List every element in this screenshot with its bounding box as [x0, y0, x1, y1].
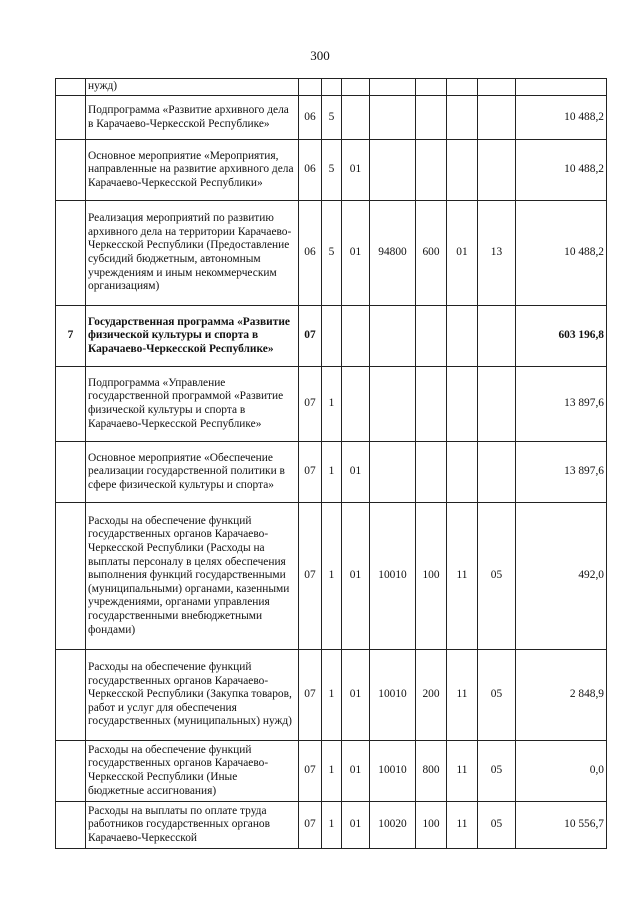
- section-cell: 11: [447, 650, 478, 741]
- subprogram-code-cell: [322, 79, 342, 96]
- expense-type-cell: 100: [416, 802, 447, 849]
- table-row: [56, 306, 607, 367]
- program-code-cell: 06: [299, 140, 322, 201]
- direction-code-cell: [370, 306, 416, 367]
- table-row: [56, 96, 607, 140]
- row-number-cell: [56, 741, 86, 802]
- table-row: [56, 140, 607, 201]
- description-cell: Основное мероприятие «Мероприятия, направленные на развитие архивного дела Карачаево-Черкесской Республики»: [86, 140, 299, 201]
- expense-type-cell: [416, 79, 447, 96]
- expense-type-cell: 200: [416, 650, 447, 741]
- row-number-cell: [56, 503, 86, 650]
- table-row: [56, 442, 607, 503]
- table-body: [56, 79, 607, 849]
- expense-type-cell: [416, 442, 447, 503]
- row-number-cell: [56, 367, 86, 442]
- description-cell: Подпрограмма «Управление государственной программой «Развитие физической культуры и спорта в Карачаево-Черкесской Республике»: [86, 367, 299, 442]
- subprogram-code-cell: 5: [322, 140, 342, 201]
- expense-type-cell: [416, 96, 447, 140]
- table-row: [56, 79, 607, 96]
- expense-type-cell: [416, 306, 447, 367]
- description-cell: нужд): [86, 79, 299, 96]
- section-cell: [447, 79, 478, 96]
- event-code-cell: [342, 306, 370, 367]
- subsection-cell: [478, 367, 516, 442]
- section-cell: 11: [447, 802, 478, 849]
- table-row: [56, 741, 607, 802]
- row-number-cell: 7: [56, 306, 86, 367]
- event-code-cell: 01: [342, 741, 370, 802]
- table-row: [56, 367, 607, 442]
- program-code-cell: 07: [299, 367, 322, 442]
- program-code-cell: [299, 79, 322, 96]
- amount-cell: 492,0: [516, 503, 607, 650]
- program-code-cell: 06: [299, 96, 322, 140]
- event-code-cell: [342, 367, 370, 442]
- direction-code-cell: 94800: [370, 201, 416, 306]
- table-row: [56, 802, 607, 849]
- subprogram-code-cell: 1: [322, 503, 342, 650]
- program-code-cell: 07: [299, 503, 322, 650]
- table-row: [56, 201, 607, 306]
- description-cell: Расходы на обеспечение функций государственных органов Карачаево-Черкесской Республики (Иные бюджетные ассигнования): [86, 741, 299, 802]
- direction-code-cell: [370, 79, 416, 96]
- row-number-cell: [56, 802, 86, 849]
- direction-code-cell: 10010: [370, 741, 416, 802]
- subprogram-code-cell: [322, 306, 342, 367]
- event-code-cell: 01: [342, 503, 370, 650]
- amount-cell: 10 488,2: [516, 140, 607, 201]
- section-cell: [447, 306, 478, 367]
- description-cell: Расходы на обеспечение функций государственных органов Карачаево-Черкесской Республики (Закупка товаров, работ и услуг для обеспечения государственных (муниципальных) нужд): [86, 650, 299, 741]
- amount-cell: 10 488,2: [516, 201, 607, 306]
- amount-cell: 13 897,6: [516, 367, 607, 442]
- direction-code-cell: [370, 96, 416, 140]
- section-cell: [447, 140, 478, 201]
- amount-cell: 603 196,8: [516, 306, 607, 367]
- subsection-cell: 05: [478, 650, 516, 741]
- event-code-cell: 01: [342, 650, 370, 741]
- expense-type-cell: 800: [416, 741, 447, 802]
- event-code-cell: 01: [342, 140, 370, 201]
- description-cell: Подпрограмма «Развитие архивного дела в Карачаево-Черкесской Республике»: [86, 96, 299, 140]
- budget-table: [55, 78, 607, 849]
- subprogram-code-cell: 1: [322, 802, 342, 849]
- description-cell: Расходы на выплаты по оплате труда работников государственных органов Карачаево-Черкесской: [86, 802, 299, 849]
- program-code-cell: 07: [299, 442, 322, 503]
- row-number-cell: [56, 79, 86, 96]
- amount-cell: 10 556,7: [516, 802, 607, 849]
- program-code-cell: 07: [299, 306, 322, 367]
- section-cell: [447, 442, 478, 503]
- direction-code-cell: 10010: [370, 503, 416, 650]
- subprogram-code-cell: 1: [322, 442, 342, 503]
- subsection-cell: 05: [478, 802, 516, 849]
- event-code-cell: 01: [342, 442, 370, 503]
- subsection-cell: 05: [478, 503, 516, 650]
- section-cell: 11: [447, 503, 478, 650]
- program-code-cell: 07: [299, 650, 322, 741]
- subsection-cell: [478, 79, 516, 96]
- program-code-cell: 07: [299, 802, 322, 849]
- subsection-cell: [478, 96, 516, 140]
- program-code-cell: 06: [299, 201, 322, 306]
- row-number-cell: [56, 96, 86, 140]
- subprogram-code-cell: 5: [322, 96, 342, 140]
- amount-cell: [516, 79, 607, 96]
- expense-type-cell: [416, 367, 447, 442]
- subsection-cell: [478, 306, 516, 367]
- subsection-cell: [478, 140, 516, 201]
- amount-cell: 10 488,2: [516, 96, 607, 140]
- description-cell: Основное мероприятие «Обеспечение реализации государственной политики в сфере физической культуры и спорта»: [86, 442, 299, 503]
- subsection-cell: 13: [478, 201, 516, 306]
- section-cell: [447, 96, 478, 140]
- description-cell: Государственная программа «Развитие физической культуры и спорта в Карачаево-Черкесской Республике»: [86, 306, 299, 367]
- event-code-cell: 01: [342, 802, 370, 849]
- page-number: 300: [310, 48, 330, 63]
- event-code-cell: [342, 79, 370, 96]
- table-row: [56, 650, 607, 741]
- description-cell: Реализация мероприятий по развитию архивного дела на территории Карачаево-Черкесской Республики (Предоставление субсидий бюджетным, автономным учреждениям и иным некоммерческим организациям): [86, 201, 299, 306]
- subprogram-code-cell: 1: [322, 741, 342, 802]
- subsection-cell: 05: [478, 741, 516, 802]
- row-number-cell: [56, 650, 86, 741]
- subprogram-code-cell: 1: [322, 367, 342, 442]
- amount-cell: 0,0: [516, 741, 607, 802]
- event-code-cell: [342, 96, 370, 140]
- subprogram-code-cell: 5: [322, 201, 342, 306]
- event-code-cell: 01: [342, 201, 370, 306]
- row-number-cell: [56, 442, 86, 503]
- subsection-cell: [478, 442, 516, 503]
- row-number-cell: [56, 140, 86, 201]
- direction-code-cell: 10020: [370, 802, 416, 849]
- expense-type-cell: [416, 140, 447, 201]
- row-number-cell: [56, 201, 86, 306]
- direction-code-cell: [370, 140, 416, 201]
- expense-type-cell: 100: [416, 503, 447, 650]
- description-cell: Расходы на обеспечение функций государственных органов Карачаево-Черкесской Республики (Расходы на выплаты персоналу в целях обеспечения выполнения функций государственными (муниципальными) органами, казенными учреждениями, органами управления государственными внебюджетными фондами): [86, 503, 299, 650]
- section-cell: 11: [447, 741, 478, 802]
- program-code-cell: 07: [299, 741, 322, 802]
- section-cell: [447, 367, 478, 442]
- direction-code-cell: 10010: [370, 650, 416, 741]
- amount-cell: 13 897,6: [516, 442, 607, 503]
- direction-code-cell: [370, 367, 416, 442]
- subprogram-code-cell: 1: [322, 650, 342, 741]
- direction-code-cell: [370, 442, 416, 503]
- section-cell: 01: [447, 201, 478, 306]
- expense-type-cell: 600: [416, 201, 447, 306]
- table-row: [56, 503, 607, 650]
- amount-cell: 2 848,9: [516, 650, 607, 741]
